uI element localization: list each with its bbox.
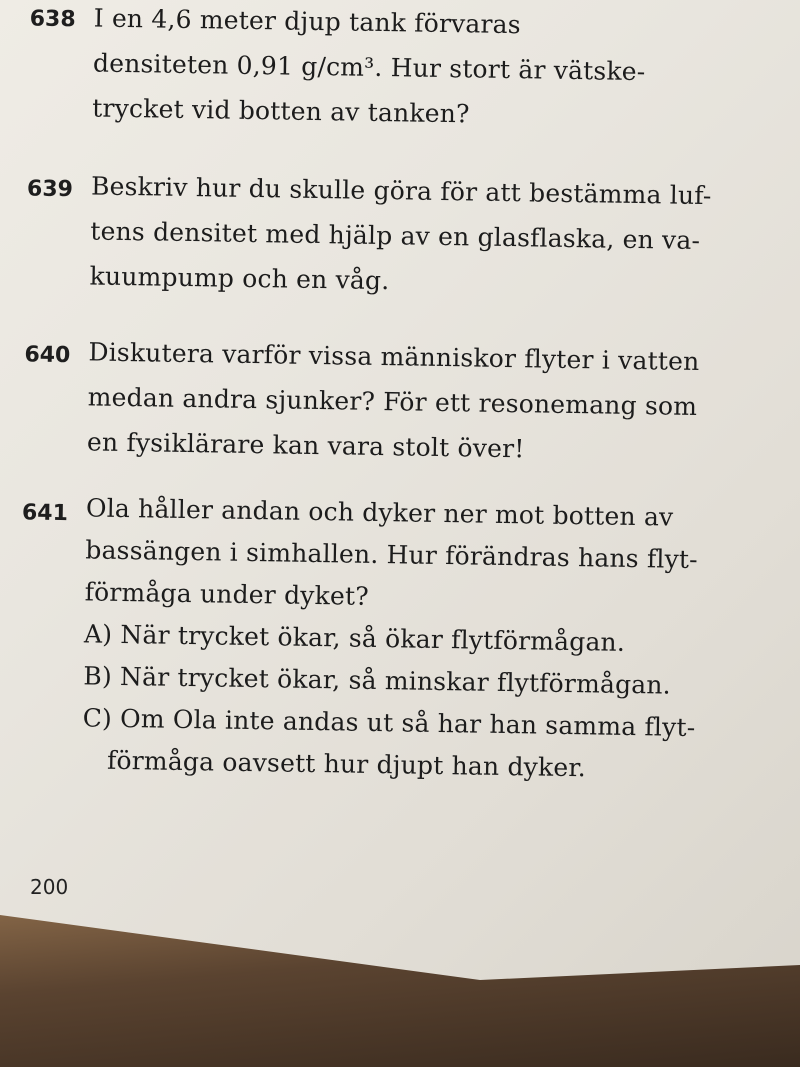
- problem-text: [87, 329, 749, 474]
- problem-text: [82, 487, 747, 791]
- text-line: förmåga under dyket?: [84, 577, 370, 611]
- problem-638: [29, 2, 770, 129]
- text-line: Beskriv hur du skulle göra för att bestämma luf-: [90, 171, 712, 211]
- answer-option-b: B) När trycket ökar, så minskar flytförmågan.: [83, 661, 672, 700]
- text-line: densiteten 0,91 g/cm³. Hur stort är vätske-: [92, 48, 646, 87]
- problem-640: [24, 337, 765, 464]
- problem-text: [89, 163, 751, 308]
- text-line: tens densitet med hjälp av en glasflaska, en va-: [90, 216, 701, 256]
- text-line: kuumpump och en våg.: [89, 261, 390, 296]
- text-line: I en 4,6 meter djup tank förvaras: [93, 3, 522, 40]
- problem-text: [92, 0, 754, 141]
- text-line: Diskutera varför vissa människor flyter i vatten: [88, 337, 700, 377]
- problem-639: [26, 171, 767, 296]
- page-number: 200: [30, 875, 69, 899]
- problem-number: 641: [21, 500, 69, 527]
- text-line: bassängen i simhallen. Hur förändras hans flyt-: [85, 535, 699, 575]
- problem-number: 638: [29, 6, 76, 33]
- text-line: Ola håller andan och dyker ner mot botten av: [85, 493, 674, 532]
- problem-number: 639: [26, 176, 74, 203]
- problem-number: 640: [24, 342, 71, 369]
- text-line: en fysiklärare kan vara stolt över!: [86, 427, 525, 464]
- answer-option-c-continued: förmåga oavsett hur djupt han dyker.: [106, 745, 587, 783]
- text-line: medan andra sjunker? För ett resonemang som: [87, 382, 698, 421]
- text-line: trycket vid botten av tanken?: [92, 93, 470, 129]
- answer-option-c: C) Om Ola inte andas ut så har han samma flyt-: [82, 703, 696, 743]
- answer-option-a: A) När trycket ökar, så ökar flytförmågan.: [83, 619, 626, 657]
- problem-641: [21, 493, 762, 783]
